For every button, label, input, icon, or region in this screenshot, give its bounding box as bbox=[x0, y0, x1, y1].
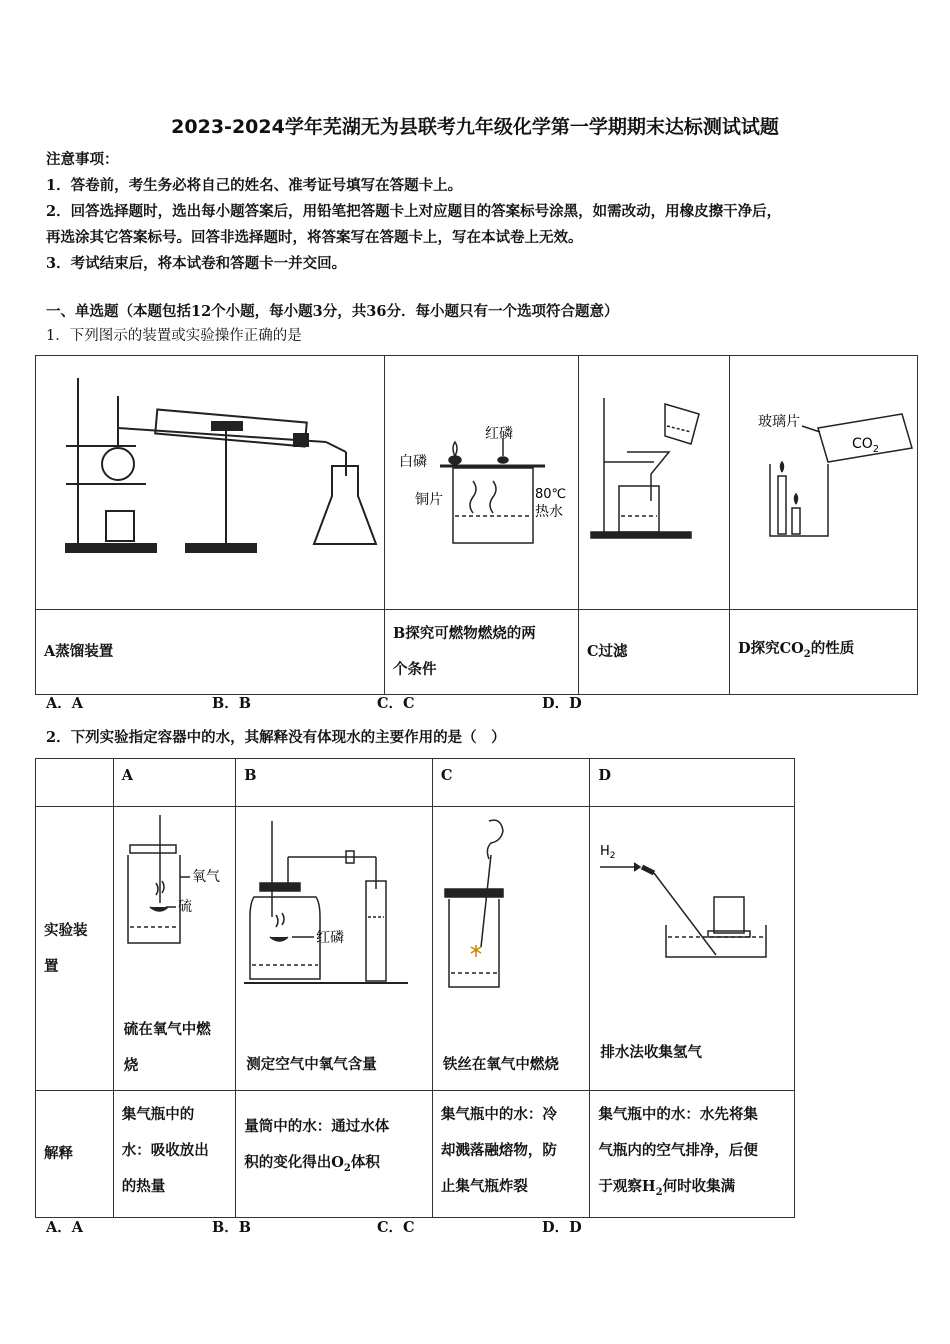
notice-item: 1．答卷前，考生务必将自己的姓名、准考证号填写在答题卡上。 bbox=[46, 177, 463, 194]
explain-c-line3: 止集气瓶炸裂 bbox=[440, 1178, 528, 1195]
q2-option-c[interactable]: C．C bbox=[377, 1219, 415, 1236]
q1-option-c[interactable]: C．C bbox=[377, 695, 415, 712]
explain-c-line1: 集气瓶中的水：冷 bbox=[440, 1106, 557, 1123]
sulfur-combustion-figure bbox=[114, 807, 220, 1007]
explain-a-line3: 的热量 bbox=[121, 1178, 166, 1195]
q2-option-a[interactable]: A．A bbox=[46, 1219, 84, 1236]
figure-b-cell bbox=[385, 356, 579, 610]
notice-item: 2．回答选择题时，选出每小题答案后，用铅笔把答题卡上对应题目的答案标号涂黑，如需改动，用橡皮擦干净后， bbox=[46, 203, 782, 220]
caption-d bbox=[730, 610, 918, 695]
explain-b-line2-tail: 体积 bbox=[350, 1154, 380, 1171]
label-co2-subscript: 2 bbox=[872, 444, 880, 455]
distillation-apparatus-figure bbox=[36, 356, 384, 605]
explain-a-line1: 集气瓶中的 bbox=[121, 1106, 195, 1123]
label-h2 bbox=[600, 844, 616, 861]
figure-c-cell bbox=[579, 356, 730, 610]
question-1-table bbox=[35, 355, 918, 695]
label-h2-subscript: 2 bbox=[610, 851, 616, 861]
explain-c bbox=[432, 1091, 590, 1218]
label-co2 bbox=[852, 436, 879, 455]
filtration-figure bbox=[579, 356, 729, 605]
notice-item: 再选涂其它答案标号。回答非选择题时，将答案写在答题卡上，写在本试卷上无效。 bbox=[46, 229, 583, 246]
header-c: C bbox=[432, 759, 590, 807]
caption-c: C过滤 bbox=[579, 610, 730, 695]
explain-d-line3 bbox=[598, 1169, 786, 1211]
caption-d-tail: 的性质 bbox=[810, 640, 855, 658]
notice-heading: 注意事项： bbox=[46, 151, 119, 168]
explain-d-line3-main: 于观察H bbox=[598, 1178, 656, 1195]
caption-a-line1: 硫在氧气中燃 bbox=[123, 1021, 211, 1038]
row-label-explanation: 解释 bbox=[36, 1091, 114, 1218]
header-a: A bbox=[113, 759, 236, 807]
iron-wire-figure bbox=[433, 807, 574, 1007]
label-glass-slide: 玻璃片 bbox=[758, 414, 800, 430]
label-hot-water: 热水 bbox=[535, 504, 563, 520]
q2-option-d[interactable]: D．D bbox=[542, 1219, 582, 1236]
explain-d-line1: 集气瓶中的水：水先将集 bbox=[598, 1106, 758, 1123]
explain-d-line3-subscript: 2 bbox=[655, 1186, 663, 1198]
caption-c: 铁丝在氧气中燃烧 bbox=[442, 1056, 559, 1073]
caption-b-line2: 个条件 bbox=[393, 661, 437, 678]
label-sulfur: 硫 bbox=[177, 899, 192, 915]
explain-b-line1: 量筒中的水：通过水体 bbox=[244, 1118, 390, 1135]
notice-item: 3．考试结束后，将本试卷和答题卡一并交回。 bbox=[46, 255, 347, 272]
explain-b bbox=[236, 1091, 433, 1218]
explain-c-line2: 却溅落融熔物，防 bbox=[440, 1142, 557, 1159]
caption-d-subscript: 2 bbox=[803, 648, 811, 660]
caption-a: A蒸馏装置 bbox=[36, 610, 385, 695]
q2-option-b[interactable]: B．B bbox=[212, 1219, 252, 1236]
apparatus-b-cell bbox=[236, 807, 433, 1091]
co2-properties-figure bbox=[730, 356, 917, 605]
figure-d-cell bbox=[730, 356, 918, 610]
explain-d bbox=[590, 1091, 795, 1218]
header-empty bbox=[36, 759, 114, 807]
row-label-apparatus-line1: 实验装 bbox=[44, 921, 88, 939]
caption-d: 排水法收集氢气 bbox=[600, 1044, 702, 1061]
apparatus-c-cell bbox=[432, 807, 590, 1091]
combustion-conditions-figure bbox=[385, 356, 578, 605]
row-label-apparatus bbox=[36, 807, 114, 1091]
row-label-apparatus-line2: 置 bbox=[44, 957, 59, 975]
explain-b-line2 bbox=[244, 1145, 424, 1187]
caption-d-main: D探究CO bbox=[738, 640, 804, 658]
question-2-stem: 2．下列实验指定容器中的水，其解释没有体现水的主要作用的是（ ） bbox=[46, 729, 506, 746]
question-1-stem: 1．下列图示的装置或实验操作正确的是 bbox=[46, 328, 302, 344]
caption-b bbox=[385, 610, 579, 695]
page-title: 2023-2024学年芜湖无为县联考九年级化学第一学期期末达标测试试题 bbox=[171, 116, 779, 138]
apparatus-a-cell bbox=[113, 807, 236, 1091]
caption-b-line1: B探究可燃物燃烧的两 bbox=[393, 625, 536, 642]
explain-a bbox=[113, 1091, 236, 1218]
explain-d-line3-tail: 何时收集满 bbox=[662, 1178, 736, 1195]
apparatus-d-cell bbox=[590, 807, 795, 1091]
label-copper-sheet: 铜片 bbox=[415, 492, 443, 508]
label-co2-main: CO bbox=[852, 436, 873, 452]
explain-b-line2-subscript: 2 bbox=[343, 1162, 351, 1174]
label-oxygen: 氧气 bbox=[191, 869, 220, 885]
q1-option-a[interactable]: A．A bbox=[46, 695, 84, 712]
label-h2-main: H bbox=[600, 844, 611, 859]
section-heading: 一、单选题（本题包括12个小题，每小题3分，共36分．每小题只有一个选项符合题意） bbox=[46, 303, 619, 320]
label-temperature: 80℃ bbox=[535, 487, 567, 502]
label-red-phosphorus: 红磷 bbox=[485, 426, 513, 442]
explain-a-line2: 水：吸收放出 bbox=[121, 1142, 209, 1159]
header-d: D bbox=[590, 759, 795, 807]
figure-a-cell bbox=[36, 356, 385, 610]
q1-option-d[interactable]: D．D bbox=[542, 695, 582, 712]
label-red-phosphorus: 红磷 bbox=[316, 930, 345, 946]
q1-option-b[interactable]: B．B bbox=[212, 695, 252, 712]
header-b: B bbox=[236, 759, 433, 807]
hydrogen-collection-figure bbox=[590, 807, 778, 1007]
caption-b: 测定空气中氧气含量 bbox=[246, 1056, 377, 1073]
caption-a-line2: 烧 bbox=[123, 1057, 139, 1074]
caption-a-box bbox=[124, 1012, 211, 1084]
label-white-phosphorus: 白磷 bbox=[399, 454, 427, 470]
oxygen-content-figure bbox=[236, 807, 416, 1007]
explain-d-line2: 气瓶内的空气排净，后便 bbox=[598, 1142, 758, 1159]
question-2-table bbox=[35, 758, 795, 1218]
explain-b-line2-main: 积的变化得出O bbox=[244, 1154, 344, 1171]
